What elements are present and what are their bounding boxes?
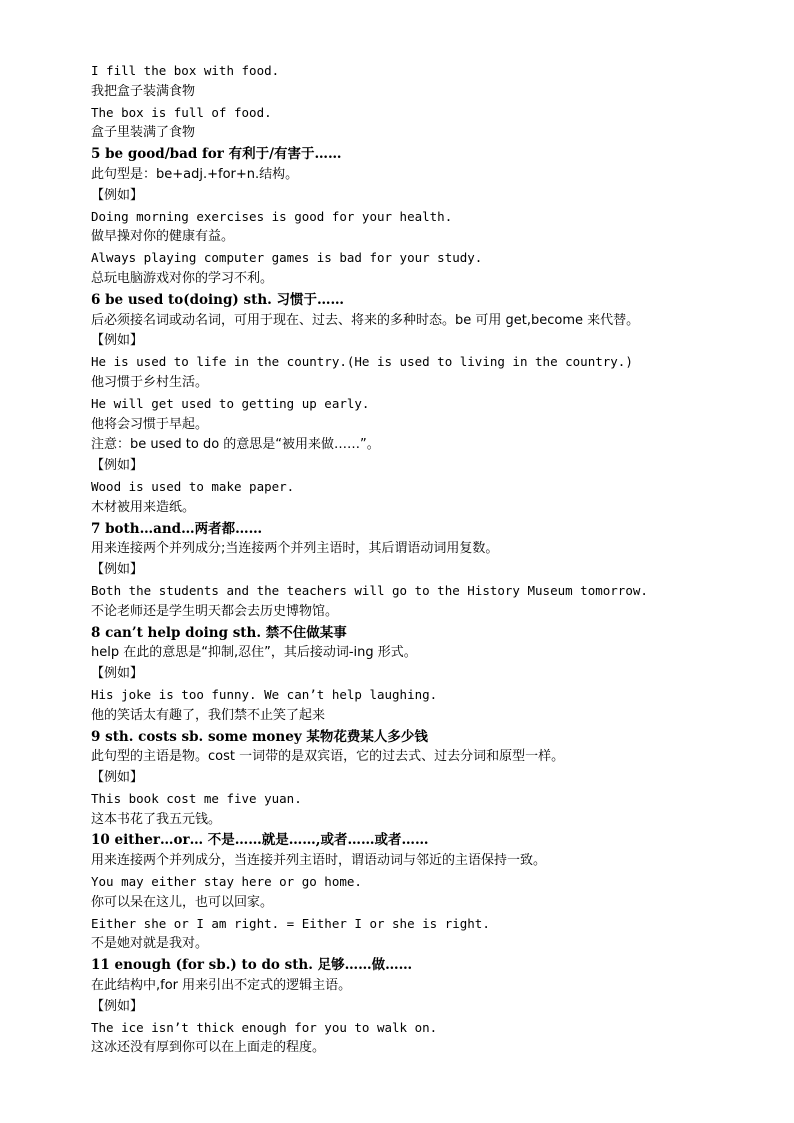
- explanation: help 在此的意思是“抑制,忍住”，其后接动词-ing 形式。: [91, 645, 417, 661]
- translation: 我把盒子装满食物: [91, 83, 196, 99]
- example-sentence: I fill the box with food.: [91, 63, 280, 78]
- explanation: 在此结构中,for 用来引出不定式的逻辑主语。: [91, 978, 352, 994]
- example-sentence: Both the students and the teachers will go to the History Museum tomorrow.: [91, 582, 648, 598]
- document-body: [91, 61, 751, 1059]
- example-label: 【例如】: [91, 562, 144, 578]
- example-sentence: The box is full of food.: [91, 104, 272, 120]
- translation: 盒子里装满了食物: [91, 125, 196, 141]
- example-label: 【例如】: [91, 187, 144, 203]
- example-sentence: His joke is too funny. We can’t help laughing.: [91, 686, 438, 702]
- translation: 不是她对就是我对。: [91, 936, 209, 952]
- translation: 他将会习惯于早起。: [91, 416, 209, 432]
- section-heading: 11 enough (for sb.) to do sth. 足够……做……: [91, 957, 413, 974]
- section-heading: 9 sth. costs sb. some money 某物花费某人多少钱: [91, 728, 428, 745]
- example-sentence: This book cost me five yuan.: [91, 790, 302, 806]
- example-sentence: Always playing computer games is bad for your study.: [91, 250, 483, 266]
- explanation: 用来连接两个并列成分，当连接并列主语时，谓语动词与邻近的主语保持一致。: [91, 853, 547, 869]
- example-label: 【例如】: [91, 333, 144, 349]
- explanation: 此句型的主语是物。cost 一词带的是双宾语，它的过去式、过去分词和原型一样。: [91, 749, 565, 765]
- section-heading: 8 can’t help doing sth. 禁不住做某事: [91, 624, 347, 641]
- explanation: 后必须接名词或动名词，可用于现在、过去、将来的多种时态。be 可用 get,become 来代替。: [91, 312, 640, 328]
- translation: 总玩电脑游戏对你的学习不利。: [91, 270, 274, 286]
- translation: 这本书花了我五元钱。: [91, 811, 222, 827]
- section-heading: 10 either…or… 不是……就是……,或者……或者……: [91, 832, 429, 849]
- example-sentence: You may either stay here or go home.: [91, 874, 362, 890]
- explanation: 用来连接两个并列成分;当连接两个并列主语时，其后谓语动词用复数。: [91, 541, 499, 557]
- example-sentence: The ice isn’t thick enough for you to walk on.: [91, 1019, 438, 1035]
- translation: 你可以呆在这儿，也可以回家。: [91, 894, 274, 910]
- example-label: 【例如】: [91, 666, 144, 682]
- translation: 木材被用来造纸。: [91, 499, 196, 515]
- example-sentence: Doing morning exercises is good for your health.: [91, 208, 453, 224]
- section-heading: 7 both…and…两者都……: [91, 520, 263, 537]
- example-sentence: He will get used to getting up early.: [91, 395, 370, 411]
- translation: 做早操对你的健康有益。: [91, 229, 235, 245]
- explanation: 此句型是：be+adj.+for+n.结构。: [91, 166, 299, 182]
- example-label: 【例如】: [91, 770, 144, 786]
- section-heading: 6 be used to(doing) sth. 习惯于……: [91, 291, 345, 308]
- example-label: 【例如】: [91, 458, 144, 474]
- translation: 这冰还没有厚到你可以在上面走的程度。: [91, 1040, 326, 1056]
- translation: 他的笑话太有趣了，我们禁不止笑了起来: [91, 707, 326, 723]
- section-heading: 5 be good/bad for 有利于/有害于……: [91, 146, 342, 163]
- example-sentence: He is used to life in the country.(He is used to living in the country.): [91, 354, 633, 370]
- translation: 不论老师还是学生明天都会去历史博物馆。: [91, 603, 339, 619]
- note: 注意：be used to do 的意思是“被用来做……”。: [91, 437, 380, 453]
- example-sentence: Either she or I am right. = Either I or she is right.: [91, 915, 490, 931]
- translation: 他习惯于乡村生活。: [91, 374, 209, 390]
- example-label: 【例如】: [91, 998, 144, 1014]
- example-sentence: Wood is used to make paper.: [91, 478, 295, 494]
